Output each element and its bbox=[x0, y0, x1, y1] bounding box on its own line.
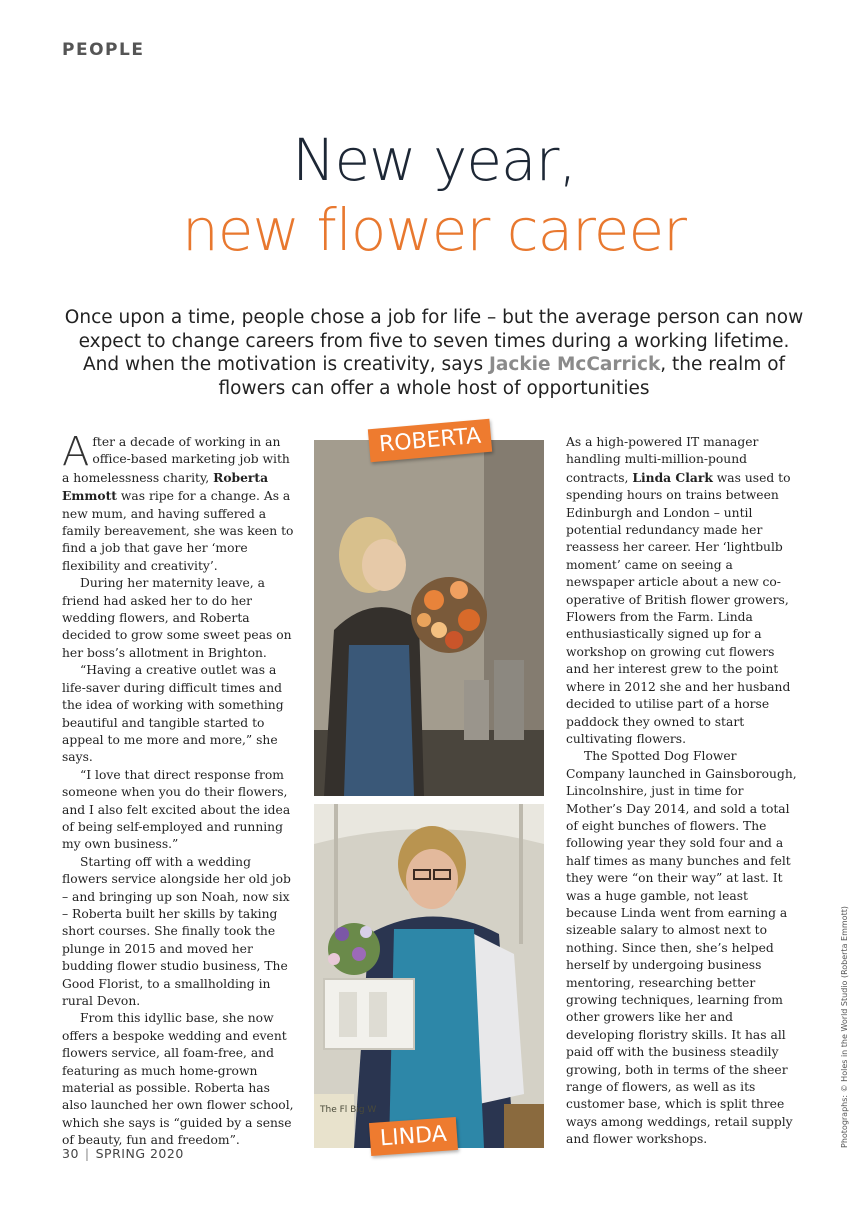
linda-name: Linda Clark bbox=[632, 469, 713, 485]
footer-separator: | bbox=[84, 1146, 90, 1161]
linda-photo-illustration bbox=[314, 804, 544, 1148]
para7-part-c: was used to spending hours on trains between Edinburgh and London – until potential redundancy made her reassess her career. Her ‘lightbulb moment’ came on seeing a newspaper article about a new co-operative of British flower growers, Flowers from the Farm. Linda enthusiastically signed up for a workshop on growing cut flowers and her interest grew to the point where in 2012 she and her husband decided to utilise part of a horse paddock they owned to start cultivating flowers. bbox=[566, 470, 791, 746]
standfirst-tail: , the realm of flowers can offer a whole host of opportunities bbox=[218, 354, 786, 399]
column-right bbox=[566, 434, 798, 1149]
paragraph-8: The Spotted Dog Flower Company launched in Gainsborough, Lincolnshire, just in time for Mother’s Day 2014, and sold a total of eight bunches of flowers. The following year they sold four and a half times as many bunches and felt they were “on their way” at last. It was a huge gamble, not least because Linda went from earning a sizeable salary to almost next to nothing. Since then, she’s helped herself by undergoing business mentoring, researching better growing techniques, learning from other growers like her and developing floristry skills. It has all paid off with the business steadily growing, both in terms of the sheer range of flowers, as well as its customer base, which is split three ways among weddings, retail supply and flower workshops. bbox=[566, 749, 797, 1147]
roberta-photo-label: ROBERTA bbox=[368, 419, 492, 463]
roberta-photo-illustration bbox=[314, 440, 544, 796]
standfirst-text: Once upon a time, people chose a job for life – but the average person can now expect to change careers from five to seven times during a working lifetime. And when the motivation is creativity, says bbox=[64, 307, 804, 375]
headline-line-1: New year, bbox=[292, 126, 576, 194]
column-left bbox=[62, 429, 294, 1150]
drop-cap: A bbox=[62, 429, 90, 475]
standfirst bbox=[62, 306, 806, 400]
paragraph-4: “I love that direct response from someone when you do their flowers, and I also felt excited about the idea of being self-employed and running my own business.” bbox=[62, 767, 291, 852]
paragraph-5: Starting off with a wedding flowers service alongside her old job – and bringing up son Noah, now six – Roberta built her skills by taking short courses. She finally took the plunge in 2015 and moved her budding flower studio business, The Good Florist, to a smallholding in rural Devon. bbox=[62, 854, 291, 1008]
page-number: 30 bbox=[62, 1146, 79, 1161]
roberta-name: Roberta Emmott bbox=[62, 469, 269, 504]
roberta-photo bbox=[314, 440, 544, 796]
para1-part-c: was ripe for a change. As a new mum, and having suffered a family bereavement, she was keen to find a job that gave her ‘more flexibility and creativity’. bbox=[62, 489, 294, 573]
paragraph-1 bbox=[62, 429, 294, 575]
paragraph-7 bbox=[566, 434, 798, 748]
photo-credit: Photographs: © Holes in the World Studio (Roberta Emmott) bbox=[840, 906, 849, 1148]
section-label: PEOPLE bbox=[62, 40, 145, 60]
author-name: Jackie McCarrick bbox=[489, 354, 661, 375]
paragraph-2: During her maternity leave, a friend had asked her to do her wedding flowers, and Roberta decided to grow some sweet peas on her boss’s allotment in Brighton. bbox=[62, 576, 292, 660]
market-sign-text: The Fl Big W bbox=[320, 1105, 377, 1115]
para7-part-a: As a high-powered IT manager handling multi-million-pound contracts, bbox=[566, 435, 759, 485]
linda-photo bbox=[314, 804, 544, 1148]
paragraph-3: “Having a creative outlet was a life-saver during difficult times and the idea of working with something beautiful and tangible started to appeal to me more and more,” she says. bbox=[62, 663, 284, 765]
para1-part-a: fter a decade of working in an office-based marketing job with a homelessness charity, bbox=[62, 435, 290, 485]
issue-label: SPRING 2020 bbox=[95, 1146, 184, 1161]
headline-line-2: new flower career bbox=[182, 196, 686, 264]
page-footer bbox=[62, 1146, 184, 1161]
paragraph-6: From this idyllic base, she now offers a bespoke wedding and event flowers service, all foam-free, and featuring as much home-grown material as possible. Roberta has also launched her own flower school, which she says is “guided by a sense of beauty, fun and freedom”. bbox=[62, 1011, 294, 1148]
linda-photo-label: LINDA bbox=[369, 1117, 458, 1156]
